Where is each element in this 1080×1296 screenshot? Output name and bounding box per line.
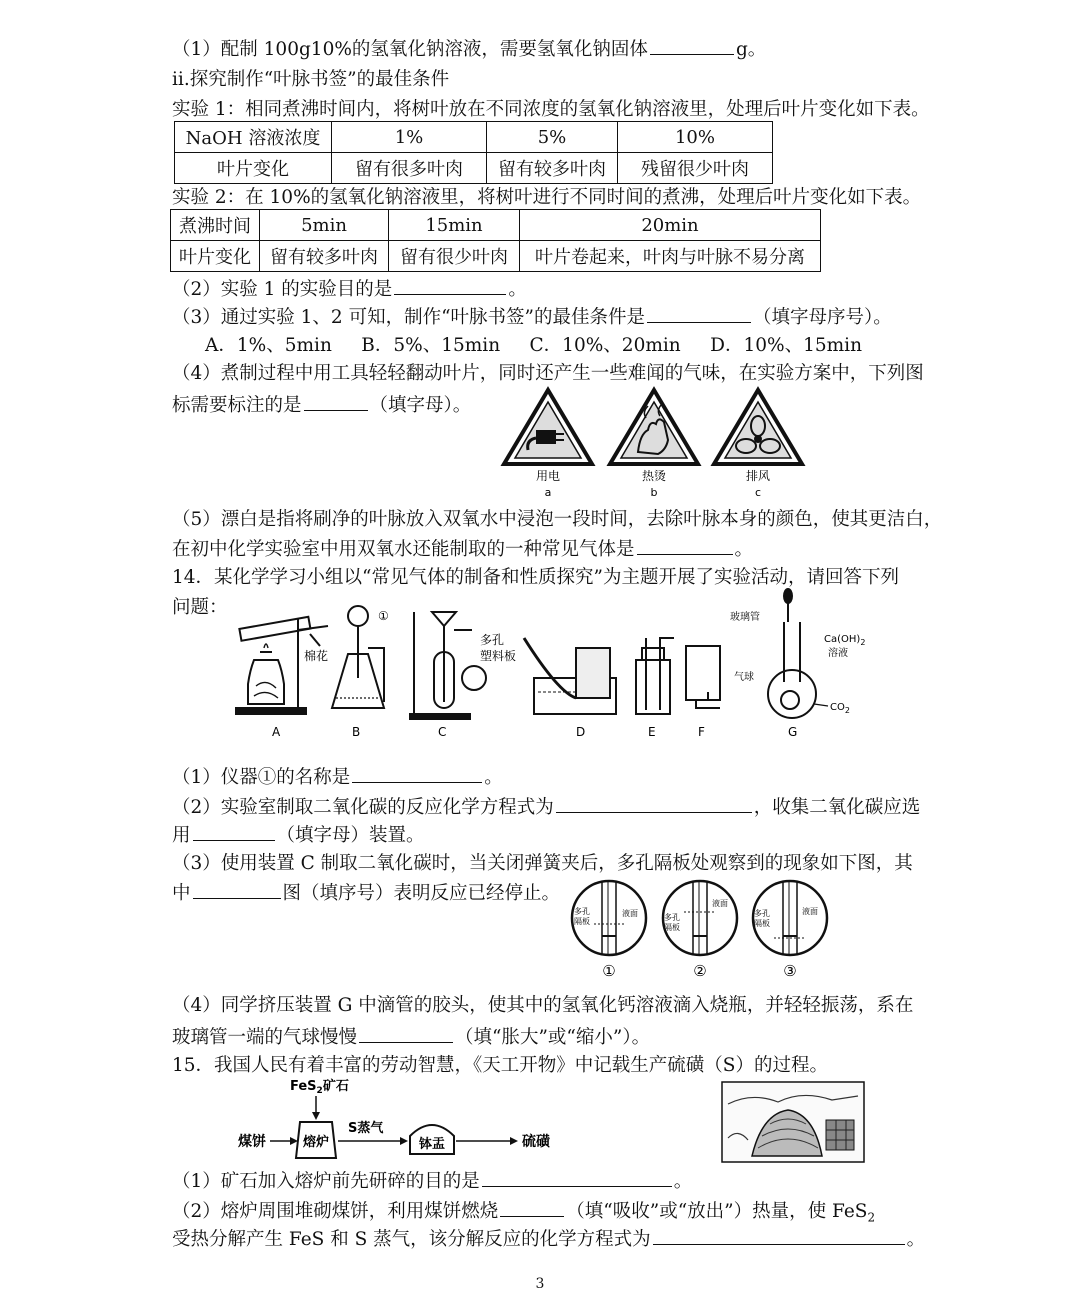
table-cell: 1% bbox=[332, 122, 487, 153]
answer-blank[interactable] bbox=[304, 392, 368, 411]
table-cell: 叶片变化 bbox=[175, 153, 332, 184]
answer-blank[interactable] bbox=[352, 764, 482, 783]
q13-part4-line2: 标需要标注的是 （填字母）。 bbox=[172, 392, 471, 418]
table-cell: 留有很多叶肉 bbox=[332, 153, 487, 184]
answer-blank[interactable] bbox=[650, 36, 734, 55]
apparatus-e bbox=[636, 638, 674, 714]
table-cell: 留有较多叶肉 bbox=[487, 153, 618, 184]
answer-blank[interactable] bbox=[359, 1024, 453, 1043]
apparatus-g bbox=[768, 589, 816, 718]
q14-part2-line2: 用 （填字母）装置。 bbox=[172, 822, 425, 848]
answer-blank[interactable] bbox=[193, 880, 281, 899]
answer-blank[interactable] bbox=[653, 1226, 905, 1245]
icon-label: 用电 bbox=[535, 469, 561, 483]
circle-number: ② bbox=[693, 962, 707, 980]
table-cell: 留有较多叶肉 bbox=[260, 241, 389, 272]
q13-part4-line1: （4）煮制过程中用工具轻轻翻动叶片，同时还产生一些难闻的气味，在实验方案中，下列图 bbox=[172, 363, 924, 384]
q13-part3: （3）通过实验 1、2 可知，制作“叶脉书签”的最佳条件是 （填字母序号）。 bbox=[172, 304, 892, 330]
coal-cake-label: 煤饼 bbox=[238, 1134, 266, 1150]
sulfur-process-figure bbox=[232, 1078, 882, 1164]
furnace-label: 熔炉 bbox=[302, 1135, 330, 1150]
apparatus-label: E bbox=[648, 725, 656, 739]
icon-letter: b bbox=[650, 486, 658, 499]
q14-stem-line2: 问题： bbox=[172, 597, 228, 618]
circle-label: 液面 bbox=[622, 909, 638, 918]
circle-label: 多孔 bbox=[754, 909, 770, 918]
table-cell: 5% bbox=[487, 122, 618, 153]
answer-blank[interactable] bbox=[394, 276, 506, 295]
bowl-label: 钵盂 bbox=[418, 1137, 446, 1152]
section-ii-title: ⅱ.探究制作“叶脉书签”的最佳条件 bbox=[172, 69, 450, 90]
apparatus-c bbox=[410, 612, 486, 719]
ore-label: FeS$_2$矿石 bbox=[290, 1079, 349, 1096]
q15-part2-line2: 受热分解产生 FeS 和 S 蒸气，该分解反应的化学方程式为 。 bbox=[172, 1226, 925, 1252]
apparatus-figure bbox=[228, 582, 868, 742]
table-cell: 叶片卷起来，叶肉与叶脉不易分离 bbox=[520, 241, 821, 272]
apparatus-label: B bbox=[352, 725, 361, 739]
table-row bbox=[175, 122, 773, 153]
answer-blank[interactable] bbox=[647, 304, 751, 323]
table-row bbox=[175, 153, 773, 184]
plate-label: 多孔 bbox=[480, 633, 505, 647]
experiment2-description: 实验 2：在 10%的氢氧化钠溶液里，将树叶进行不同时间的煮沸，处理后叶片变化如下表。 bbox=[172, 187, 922, 208]
circle-number: ③ bbox=[783, 962, 797, 980]
experiment1-description: 实验 1：相同煮沸时间内，将树叶放在不同浓度的氢氧化钠溶液里，处理后叶片变化如下表。 bbox=[172, 99, 930, 120]
apparatus-d bbox=[524, 638, 616, 714]
q14-part2-line1: （2）实验室制取二氧化碳的反应化学方程式为 ，收集二氧化碳应选 bbox=[172, 794, 920, 820]
circle-label: 多孔 bbox=[664, 913, 680, 922]
table-cell: 残留很少叶肉 bbox=[618, 153, 773, 184]
apparatus-label: A bbox=[272, 725, 281, 739]
table-experiment2 bbox=[170, 209, 821, 272]
option-d[interactable]: D．10%、15min bbox=[710, 335, 863, 356]
circle-label: 隔板 bbox=[664, 923, 680, 932]
glass-tube-label: 玻璃管 bbox=[730, 612, 760, 623]
apparatus-label: F bbox=[698, 725, 705, 739]
q15-part2-line1: （2）熔炉周围堆砌煤饼，利用煤饼燃烧 （填“吸收”或“放出”）热量，使 FeS$_2$ bbox=[172, 1198, 875, 1230]
table-cell: 留有很少叶肉 bbox=[389, 241, 520, 272]
q13-part1: （1）配制 100g10%的氢氧化钠溶液，需要氢氧化钠固体 g。 bbox=[172, 36, 766, 62]
caoh2-label: $Ca(OH)_2$ bbox=[824, 634, 866, 647]
q15-part1: （1）矿石加入熔炉前先研碎的目的是 。 bbox=[172, 1168, 692, 1194]
co2-label: $CO_2$ bbox=[830, 702, 850, 715]
q13-part5-line1: （5）漂白是指将刷净的叶脉放入双氧水中浸泡一段时间，去除叶脉本身的颜色，使其更洁白， bbox=[172, 509, 943, 530]
circle-label: 多孔 bbox=[574, 907, 590, 916]
q14-part3-line1: （3）使用装置 C 制取二氧化碳时，当关闭弹簧夹后，多孔隔板处观察到的现象如下图，其 bbox=[172, 853, 913, 874]
circle-number: ① bbox=[602, 962, 616, 980]
answer-blank[interactable] bbox=[637, 536, 733, 555]
circle-label: 隔板 bbox=[754, 919, 770, 928]
q14-part4-line1: （4）同学挤压装置 G 中滴管的胶头，使其中的氢氧化钙溶液滴入烧瓶，并轻轻振荡，系在 bbox=[172, 995, 914, 1016]
table-cell: 煮沸时间 bbox=[171, 210, 260, 241]
cotton-label: 棉花 bbox=[304, 649, 329, 663]
balloon-label: 气球 bbox=[734, 672, 754, 683]
table-cell: 叶片变化 bbox=[171, 241, 260, 272]
table-row bbox=[171, 241, 821, 272]
sulfur-vapor-label: S蒸气 bbox=[348, 1121, 384, 1136]
answer-blank[interactable] bbox=[500, 1198, 564, 1217]
circle-label: 隔板 bbox=[574, 917, 590, 926]
apparatus-b bbox=[332, 606, 384, 708]
table-row bbox=[171, 210, 821, 241]
apparatus-label: C bbox=[438, 725, 447, 739]
hot-hand-icon bbox=[610, 390, 698, 464]
icon-label: 排风 bbox=[745, 469, 771, 483]
q13-part5-line2: 在初中化学实验室中用双氧水还能制取的一种常见气体是 。 bbox=[172, 536, 753, 562]
exhaust-fan-icon bbox=[714, 390, 802, 464]
q13-part2: （2）实验 1 的实验目的是 。 bbox=[172, 276, 527, 302]
circle-3 bbox=[753, 881, 827, 955]
table-cell: NaOH 溶液浓度 bbox=[175, 122, 332, 153]
option-b[interactable]: B．5%、15min bbox=[361, 335, 501, 356]
apparatus-label: G bbox=[788, 725, 798, 739]
q15-stem: 15．我国人民有着丰富的劳动智慧，《天工开物》中记载生产硫磺（S）的过程。 bbox=[172, 1055, 828, 1076]
circle-label: 液面 bbox=[712, 899, 728, 908]
answer-blank[interactable] bbox=[482, 1168, 672, 1187]
apparatus-label: D bbox=[576, 725, 586, 739]
apparatus-f bbox=[686, 646, 720, 708]
porous-plate-circles-figure bbox=[564, 876, 836, 986]
q14-part1: （1）仪器①的名称是 。 bbox=[172, 764, 503, 790]
q14-part3-line2: 中 图（填序号）表明反应已经停止。 bbox=[172, 880, 560, 906]
sulfur-product-label: 硫磺 bbox=[522, 1134, 550, 1150]
answer-blank[interactable] bbox=[193, 822, 275, 841]
q13-part3-options bbox=[205, 334, 862, 358]
q14-part4-line2: 玻璃管一端的气球慢慢 （填“胀大”或“缩小”）。 bbox=[172, 1024, 650, 1050]
solution-label: 溶液 bbox=[828, 648, 848, 659]
option-a[interactable]: A．1%、5min bbox=[205, 335, 332, 356]
apparatus-a bbox=[236, 617, 328, 714]
plate-label-2: 塑料板 bbox=[480, 649, 517, 663]
icon-label: 热烫 bbox=[641, 469, 667, 483]
circle-label: 液面 bbox=[802, 907, 818, 916]
electric-plug-icon bbox=[504, 390, 592, 464]
answer-blank[interactable] bbox=[556, 794, 752, 813]
table-cell: 15min bbox=[389, 210, 520, 241]
q14-stem-line1: 14．某化学学习小组以“常见气体的制备和性质探究”为主题开展了实验活动，请回答下列 bbox=[172, 567, 899, 588]
table-cell: 20min bbox=[520, 210, 821, 241]
warning-icons-figure bbox=[488, 384, 808, 502]
option-c[interactable]: C．10%、20min bbox=[529, 335, 681, 356]
ancient-illustration-image bbox=[722, 1082, 864, 1162]
table-experiment1 bbox=[174, 121, 773, 184]
icon-letter: a bbox=[544, 486, 552, 499]
table-cell: 10% bbox=[618, 122, 773, 153]
page-number: 3 bbox=[535, 1276, 545, 1292]
instrument-1-label: ① bbox=[378, 609, 389, 623]
table-cell: 5min bbox=[260, 210, 389, 241]
icon-letter: c bbox=[754, 486, 762, 499]
